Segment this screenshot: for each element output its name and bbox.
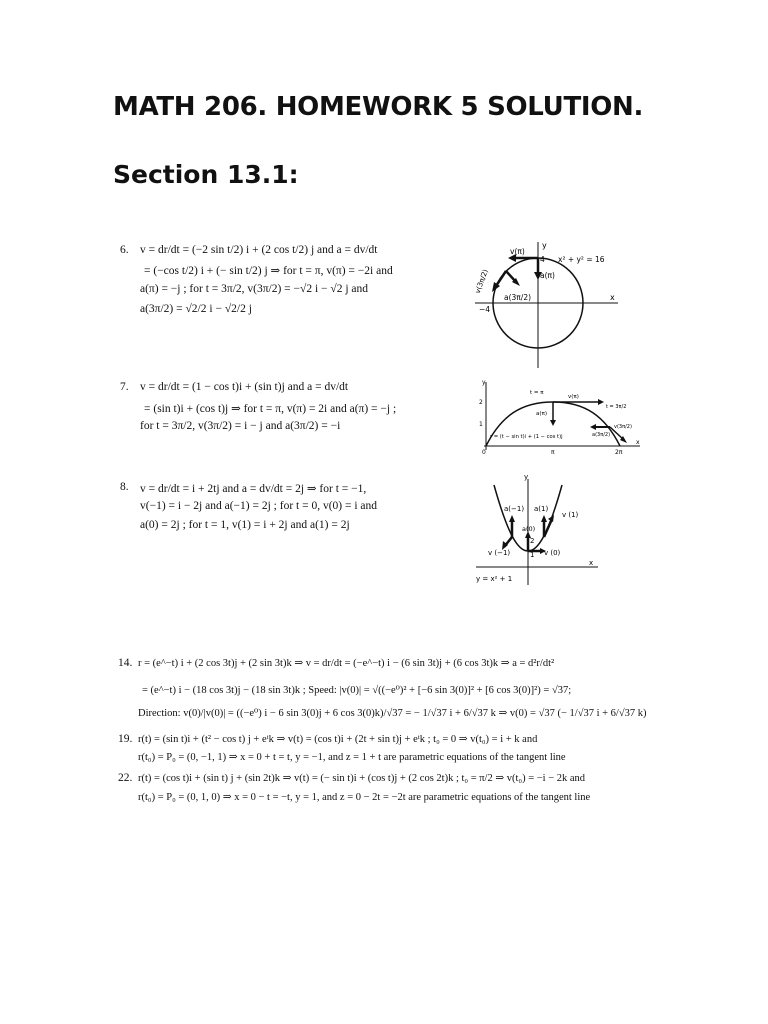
vector-label: v(π) (568, 394, 579, 400)
solution-line: r(t₀) = P₀ = (0, 1, 0) ⇒ x = 0 − t = −t, y = 1, and z = 0 − 2t = −2t are parametric equations of the tangent line (138, 792, 591, 803)
figure-circle (470, 240, 620, 370)
axis-label: x (610, 293, 615, 302)
solution-line: = (−cos t/2) i + (− sin t/2) j ⇒ for t = π, v(π) = −2i and (144, 265, 393, 277)
vector-label: a(3π/2) (592, 432, 611, 438)
page-title: MATH 206. HOMEWORK 5 SOLUTION. (113, 92, 644, 122)
tick-label: 2 (530, 537, 535, 545)
vector-label: a(3π/2) (504, 293, 532, 302)
vector-label: v (−1) (488, 549, 511, 557)
axis-label: y (542, 241, 547, 250)
arrow-head (541, 515, 547, 522)
figure-cycloid (476, 378, 644, 456)
solution-line: r = (e^−t) i + (2 cos 3t)j + (2 sin 3t)k ⇒ v = dr/dt = (−e^−t) i − (6 sin 3t)j + (6 cos 3t)k ⇒ a = d²r/dt² (138, 658, 555, 669)
solution-line: = (e^−t) i − (18 cos 3t)j − (18 sin 3t)k ; Speed: |v(0)| = √((−e⁰)² + [−6 sin 3(0)]² + [6 cos 3(0)]²) = √37; (142, 685, 572, 696)
axis-label: y (524, 475, 529, 481)
vector-label: a(π) (536, 411, 547, 417)
tick-label: 2π (615, 449, 623, 456)
vector-label: v(π) (510, 247, 525, 256)
problem-number: 14. (118, 657, 133, 669)
problem-number: 6. (120, 244, 129, 256)
tick-label: 4 (540, 255, 545, 264)
axis-label: y (482, 379, 486, 386)
solution-line: v = dr/dt = (−2 sin t/2) i + (2 cos t/2) j and a = dv/dt (140, 244, 378, 256)
tick-label: 1 (479, 421, 483, 428)
axis-label: x (636, 439, 640, 446)
solution-line: a(0) = 2j ; for t = 1, v(1) = i + 2j and a(1) = 2j (140, 519, 350, 531)
solution-line: r(t) = (cos t)i + (sin t) j + (sin 2t)k ⇒ v(t) = (− sin t)i + (cos t)j + (2 cos 2t)k ; t₀ = π/2 ⇒ v(t₀) = −i − 2k and (138, 773, 586, 784)
tick-label: 0 (482, 449, 486, 456)
vector-label: a(π) (540, 271, 555, 280)
solution-line: Direction: v(0)/|v(0)| = ((−e⁰) i − 6 sin 3(0)j + 6 cos 3(0)k)/√37 = − 1/√37 i + 6/√37 k ⇒ v(0) = √37 (− 1/√37 i + 6/√37 k) (138, 708, 647, 719)
problem-number: 7. (120, 381, 129, 393)
solution-line: v = dr/dt = i + 2tj and a = dv/dt = 2j ⇒ for t = −1, (140, 483, 367, 495)
vector-label: v(3π/2) (473, 268, 490, 295)
arrow-head (598, 399, 604, 405)
tick-label: −4 (479, 305, 491, 314)
tick-label: 2 (479, 399, 483, 406)
param-label: t = π (530, 390, 544, 396)
vector-label: a(−1) (504, 505, 525, 513)
solution-line: = (sin t)i + (cos t)j ⇒ for t = π, v(π) = 2i and a(π) = −j ; (144, 403, 397, 415)
equation-label: x² + y² = 16 (558, 255, 605, 264)
axis-label: x (589, 559, 594, 567)
param-label: t = 3π/2 (606, 404, 627, 410)
vector-label: v(3π/2) (614, 424, 632, 430)
problem-number: 19. (118, 733, 133, 745)
curve-label: r = (t − sin t)i + (1 − cos t)j (490, 434, 563, 440)
arrow-head (550, 420, 556, 426)
equation-label: y = x² + 1 (476, 575, 513, 583)
solution-line: v = dr/dt = (1 − cos t)i + (sin t)j and a = dv/dt (140, 381, 349, 393)
solution-line: v(−1) = i − 2j and a(−1) = 2j ; for t = 0, v(0) = i and (140, 500, 378, 512)
vector-label: a(0) (522, 525, 536, 533)
velocity-arrow (496, 271, 506, 286)
vector-label: a(1) (534, 505, 549, 513)
problem-number: 8. (120, 481, 129, 493)
vector-label: v (0) (544, 549, 561, 557)
solution-line: r(t₀) = P₀ = (0, −1, 1) ⇒ x = 0 + t = t, y = −1, and z = 1 + t are parametric equations of the tangent line (138, 752, 566, 763)
section-heading: Section 13.1: (113, 160, 299, 189)
solution-line: for t = 3π/2, v(3π/2) = i − j and a(3π/2) = −i (140, 420, 341, 432)
arrow-head (509, 515, 515, 522)
vector-label: v (1) (562, 511, 579, 519)
solution-line: a(π) = −j ; for t = 3π/2, v(3π/2) = −√2 i − √2 j and (140, 283, 369, 295)
arrow-head (590, 424, 596, 430)
tick-label: π (551, 449, 555, 456)
problem-number: 22. (118, 772, 133, 784)
solution-line: r(t) = (sin t)i + (t² − cos t) j + eᵗk ⇒ v(t) = (cos t)i + (2t + sin t)j + eᵗk ; t₀ = 0 ⇒ v(t₀) = i + k and (138, 734, 538, 745)
tick-label: 1 (530, 551, 535, 559)
solution-line: a(3π/2) = √2/2 i − √2/2 j (140, 303, 252, 315)
figure-parabola (474, 475, 604, 587)
